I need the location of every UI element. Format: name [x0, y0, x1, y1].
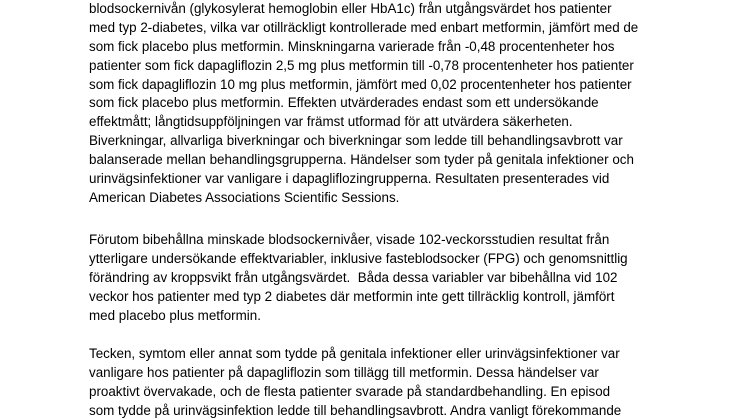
text-line: som fick dapagliflozin 10 mg plus metformin, jämfört med 0,02 procentenheter hos patienter	[89, 76, 632, 92]
text-line: proaktivt övervakade, och de flesta patienter svarade på standardbehandling. En episod	[89, 383, 611, 399]
text-line: förändring av kroppsvikt från utgångsvärdet. Båda dessa variabler var bibehållna vid 102	[89, 269, 618, 285]
text-line: vanligare hos patienter på dapagliflozin som tillägg till metformin. Dessa händelser var	[89, 364, 599, 380]
text-line: patienter som fick dapagliflozin 2,5 mg plus metformin till -0,78 procentenheter hos patienter	[89, 57, 634, 73]
text-line: ytterligare undersökande effektvariabler, inklusive fasteblodsocker (FPG) och genomsnittlig	[89, 250, 628, 266]
paragraph-2	[89, 231, 746, 325]
text-line: urinvägsinfektioner var vanligare i dapagliflozingrupperna. Resultaten presenterades vid	[89, 171, 610, 187]
text-line: effektmått; långtidsuppföljningen var främst utformad för att utvärdera säkerheten.	[89, 114, 573, 130]
text-line: med placebo plus metformin.	[89, 307, 261, 323]
text-line: med typ 2-diabetes, vilka var otillräckligt kontrollerade med enbart metformin, jämfört med de	[89, 19, 639, 35]
text-line: Biverkningar, allvarliga biverkningar och biverkningar som ledde till behandlingsavbrott var	[89, 133, 623, 149]
text-line: som fick placebo plus metformin. Minskningarna varierade från -0,48 procentenheter hos	[89, 38, 615, 54]
text-line: balanserade mellan behandlingsgrupperna. Händelser som tyder på genitala infektioner och	[89, 152, 634, 168]
text-line: veckor hos patienter med typ 2 diabetes där metformin inte gett tillräcklig kontroll, jämfört	[89, 288, 615, 304]
text-line: American Diabetes Associations Scientific Sessions.	[89, 189, 400, 205]
paragraph-3	[89, 345, 746, 419]
text-line: som fick placebo plus metformin. Effekten utvärderades endast som ett undersökande	[89, 95, 599, 111]
text-line: blodsockernivån (glykosylerat hemoglobin eller HbA1c) från utgångsvärdet hos patienter	[89, 1, 612, 16]
paragraph-1	[89, 0, 746, 208]
text-line: Tecken, symtom eller annat som tydde på genitala infektioner eller urinvägsinfektioner var	[89, 346, 620, 361]
text-line: som tydde på urinvägsinfektion ledde till behandlingsavbrott. Andra vanligt förekommande	[89, 402, 622, 418]
text-line: Förutom bibehållna minskade blodsockernivåer, visade 102-veckorsstudien resultat från	[89, 232, 610, 247]
